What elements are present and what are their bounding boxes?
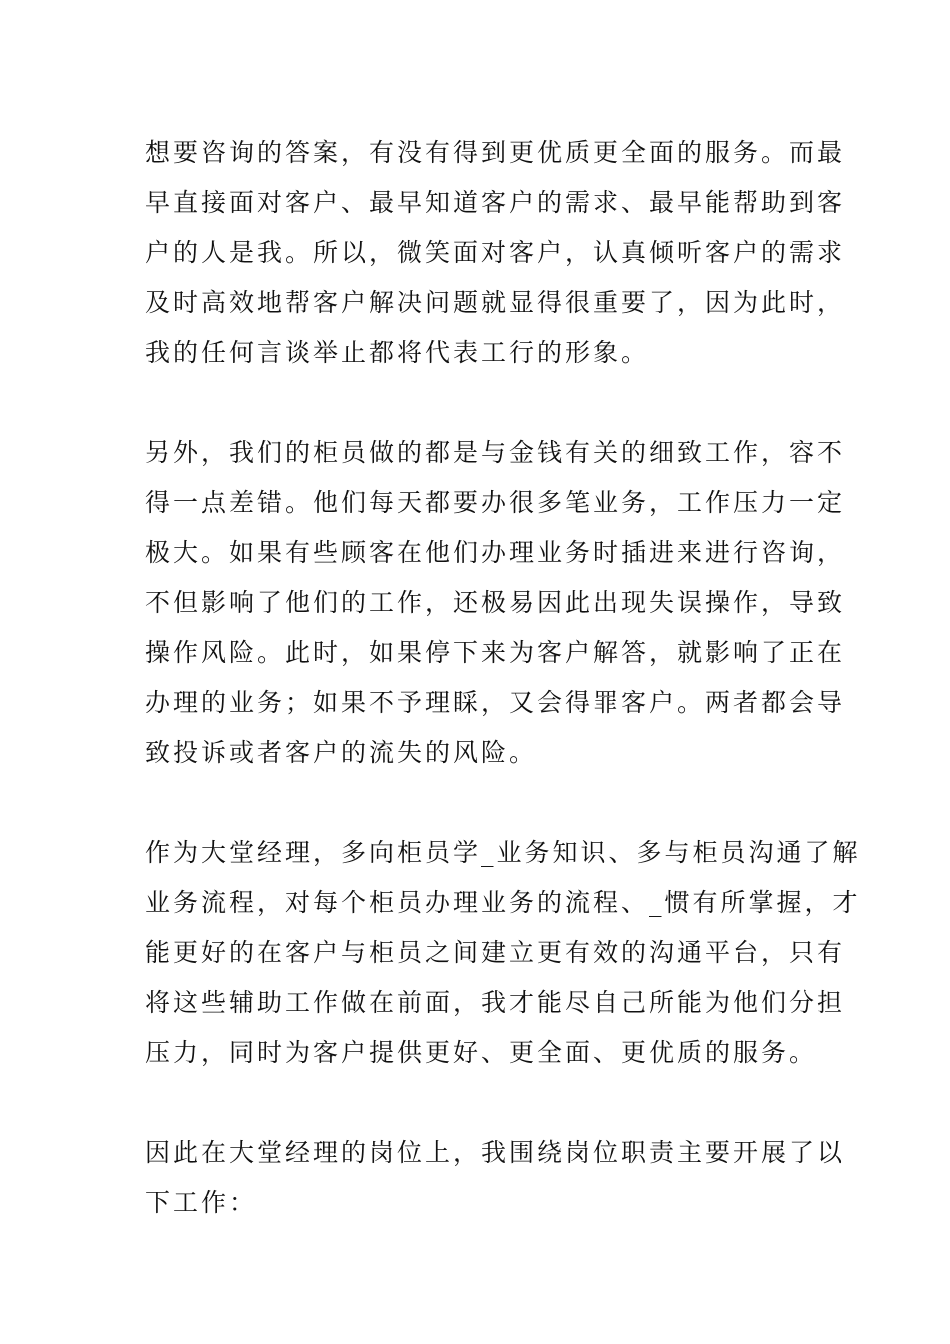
paragraph-1 bbox=[145, 128, 846, 378]
paragraph-4 bbox=[145, 1128, 846, 1228]
text-line: 及时高效地帮客户解决问题就显得很重要了，因为此时， bbox=[145, 288, 846, 317]
text-line: 能更好的在客户与柜员之间建立更有效的沟通平台，只有 bbox=[145, 938, 846, 967]
text-line: 想要咨询的答案，有没有得到更优质更全面的服务。而最 bbox=[145, 138, 846, 167]
text-line: 户的人是我。所以，微笑面对客户，认真倾听客户的需求 bbox=[145, 238, 846, 267]
text-line: 因此在大堂经理的岗位上，我围绕岗位职责主要开展了以 bbox=[145, 1138, 846, 1167]
text-line: 办理的业务；如果不予理睬，又会得罪客户。两者都会导 bbox=[145, 688, 846, 717]
text-line: 得一点差错。他们每天都要办很多笔业务，工作压力一定 bbox=[145, 488, 846, 517]
text-line: 我的任何言谈举止都将代表工行的形象。 bbox=[145, 338, 650, 367]
document-body bbox=[145, 128, 861, 1278]
paragraph-2 bbox=[145, 428, 846, 778]
text-line: 操作风险。此时，如果停下来为客户解答，就影响了正在 bbox=[145, 638, 846, 667]
text-line: 业务流程，对每个柜员办理业务的流程、_惯有所掌握，才 bbox=[145, 888, 861, 917]
text-line: 致投诉或者客户的流失的风险。 bbox=[145, 738, 538, 767]
text-line: 另外，我们的柜员做的都是与金钱有关的细致工作，容不 bbox=[145, 438, 846, 467]
text-line: 极大。如果有些顾客在他们办理业务时插进来进行咨询， bbox=[145, 538, 846, 567]
text-line: 下工作： bbox=[145, 1188, 258, 1217]
paragraph-3 bbox=[145, 828, 861, 1078]
text-line: 压力，同时为客户提供更好、更全面、更优质的服务。 bbox=[145, 1038, 818, 1067]
text-line: 不但影响了他们的工作，还极易因此出现失误操作，导致 bbox=[145, 588, 846, 617]
text-line: 将这些辅助工作做在前面，我才能尽自己所能为他们分担 bbox=[145, 988, 846, 1017]
text-line: 作为大堂经理，多向柜员学_业务知识、多与柜员沟通了解 bbox=[145, 838, 861, 867]
text-line: 早直接面对客户、最早知道客户的需求、最早能帮助到客 bbox=[145, 188, 846, 217]
